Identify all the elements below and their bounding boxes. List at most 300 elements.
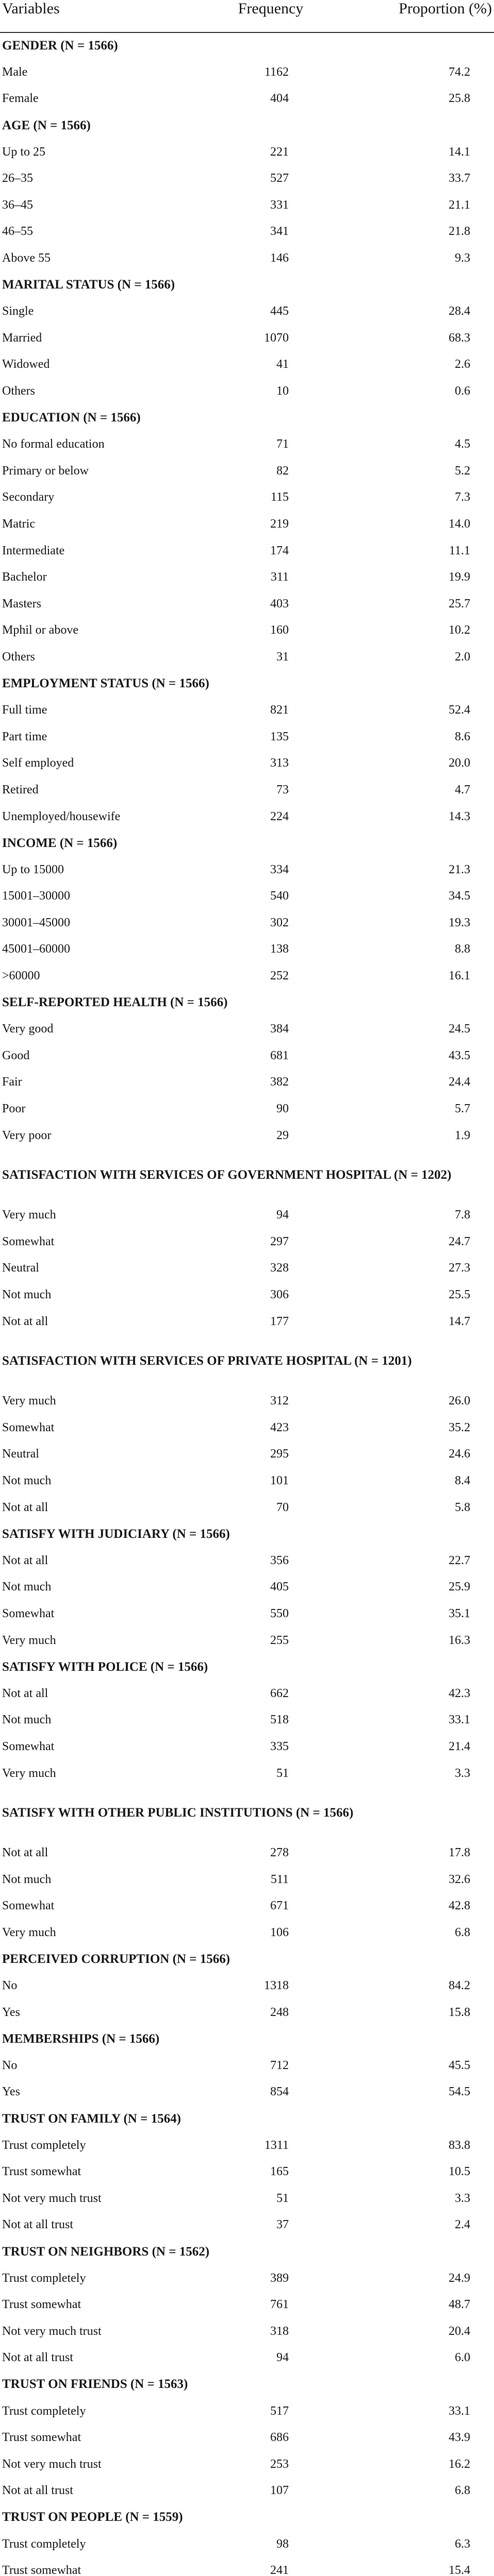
variable-label: Not very much trust [2, 2457, 102, 2471]
variable-label: >60000 [2, 969, 40, 983]
section-header-row [0, 2106, 494, 2132]
variable-label: Trust completely [2, 2404, 86, 2418]
table-row [0, 1415, 494, 1442]
proportion-value: 74.2 [449, 65, 470, 79]
variable-label: Very much [2, 1394, 56, 1408]
proportion-value: 7.8 [455, 1208, 470, 1222]
table-row [0, 218, 494, 245]
table-row [0, 1601, 494, 1628]
table-row [0, 1229, 494, 1256]
frequency-value: 90 [276, 1102, 289, 1116]
proportion-value: 27.3 [449, 1261, 470, 1275]
variable-label: Trust completely [2, 2271, 86, 2285]
proportion-value: 33.1 [449, 2404, 470, 2418]
proportion-value: 35.1 [449, 1606, 470, 1620]
header-row [0, 0, 494, 32]
frequency-value: 511 [270, 1872, 289, 1886]
variable-label: Trust somewhat [2, 2165, 81, 2179]
frequency-value: 334 [270, 862, 289, 876]
table-row [0, 86, 494, 112]
variable-label: Single [2, 304, 34, 318]
table-row [0, 1282, 494, 1309]
header-proportion: Proportion (%) [345, 0, 494, 32]
table-row [0, 1122, 494, 1149]
proportion-value: 32.6 [449, 1872, 470, 1886]
section-title: INCOME (N = 1566) [2, 836, 118, 850]
variable-label: Yes [2, 2005, 20, 2019]
variable-label: Not at all [2, 1846, 48, 1860]
variable-label: Somewhat [2, 1606, 55, 1620]
variable-label: Primary or below [2, 464, 89, 478]
frequency-value: 115 [270, 490, 289, 504]
variable-label: Up to 15000 [2, 862, 64, 876]
table-row [0, 590, 494, 617]
frequency-value: 174 [270, 544, 289, 557]
variable-label: Fair [2, 1075, 22, 1089]
table-row [0, 1069, 494, 1096]
proportion-value: 33.7 [449, 172, 470, 185]
proportion-value: 20.4 [449, 2324, 470, 2338]
table-row [0, 431, 494, 458]
frequency-value: 318 [270, 2324, 289, 2338]
variable-label: Not very much trust [2, 2191, 102, 2205]
table-row [0, 564, 494, 591]
table-row [0, 2132, 494, 2159]
frequency-value: 404 [270, 92, 289, 106]
frequency-value: 135 [270, 730, 289, 743]
table-row [0, 750, 494, 777]
proportion-value: 24.6 [449, 1447, 470, 1461]
frequency-value: 160 [270, 623, 289, 637]
variable-label: Not at all trust [2, 2218, 73, 2232]
frequency-value: 854 [270, 2085, 289, 2099]
frequency-value: 41 [276, 358, 289, 371]
frequency-value: 312 [270, 1394, 289, 1408]
table-row [0, 1441, 494, 1468]
proportion-value: 24.4 [449, 1075, 470, 1089]
table-row [0, 1920, 494, 1946]
frequency-value: 328 [270, 1261, 289, 1275]
table-row [0, 1574, 494, 1601]
table-row [0, 936, 494, 963]
variable-label: No formal education [2, 437, 105, 451]
variable-label: 46–55 [2, 225, 33, 239]
variable-label: Part time [2, 730, 47, 743]
table-row [0, 192, 494, 219]
frequency-value: 71 [276, 437, 289, 451]
section-header-row [0, 2239, 494, 2265]
frequency-value: 106 [270, 1925, 289, 1939]
table-row [0, 298, 494, 325]
table-row [0, 378, 494, 405]
proportion-value: 22.7 [449, 1553, 470, 1567]
frequency-value: 382 [270, 1075, 289, 1089]
variable-label: Widowed [2, 358, 50, 371]
proportion-value: 52.4 [449, 703, 470, 717]
variable-label: Others [2, 650, 35, 664]
frequency-value: 335 [270, 1739, 289, 1753]
frequency-value: 518 [270, 1713, 289, 1727]
table-row [0, 2159, 494, 2185]
table-header [0, 0, 494, 32]
variable-label: Secondary [2, 490, 55, 504]
variable-label: Very good [2, 1022, 54, 1036]
proportion-value: 21.3 [449, 862, 470, 876]
proportion-value: 16.1 [449, 969, 470, 983]
section-title: GENDER (N = 1566) [2, 39, 118, 53]
frequency-value: 37 [276, 2218, 289, 2232]
section-header-row [0, 1946, 494, 1973]
frequency-value: 821 [270, 703, 289, 717]
section-title: SELF-REPORTED HEALTH (N = 1566) [2, 995, 228, 1010]
section-header-row [0, 404, 494, 431]
frequency-value: 405 [270, 1580, 289, 1594]
proportion-value: 26.0 [449, 1394, 470, 1408]
proportion-value: 15.4 [449, 2564, 470, 2576]
frequency-value: 445 [270, 304, 289, 318]
frequency-value: 662 [270, 1686, 289, 1700]
table-row [0, 2318, 494, 2345]
variable-label: 36–45 [2, 198, 33, 212]
proportion-value: 45.5 [449, 2058, 470, 2072]
proportion-value: 35.2 [449, 1420, 470, 1434]
table-row [0, 511, 494, 538]
section-title: SATISFACTION WITH SERVICES OF PRIVATE HOSPITAL (N = 1201) [2, 1354, 412, 1368]
variable-label: Up to 25 [2, 145, 45, 159]
section-title: SATISFY WITH POLICE (N = 1566) [2, 1659, 208, 1674]
proportion-value: 33.1 [449, 1713, 470, 1727]
proportion-value: 19.3 [449, 916, 470, 929]
proportion-value: 10.5 [449, 2165, 470, 2179]
variable-label: Not at all [2, 1500, 48, 1514]
proportion-value: 42.3 [449, 1686, 470, 1700]
proportion-value: 21.1 [449, 198, 470, 212]
section-title: TRUST ON NEIGHBORS (N = 1562) [2, 2244, 210, 2259]
section-title: EMPLOYMENT STATUS (N = 1566) [2, 676, 209, 691]
frequency-value: 550 [270, 1606, 289, 1620]
table-row [0, 2398, 494, 2425]
frequency-value: 70 [276, 1500, 289, 1514]
section-header-row [0, 989, 494, 1016]
variable-label: Somewhat [2, 1420, 55, 1434]
variable-label: Trust somewhat [2, 2431, 81, 2445]
variable-label: Neutral [2, 1447, 39, 1461]
variable-label: Very much [2, 1208, 56, 1222]
frequency-value: 138 [270, 942, 289, 956]
proportion-value: 15.8 [449, 2005, 470, 2019]
section-title: TRUST ON PEOPLE (N = 1559) [2, 2510, 183, 2524]
variable-label: No [2, 1979, 18, 1993]
section-header-row [0, 670, 494, 697]
variable-label: Married [2, 331, 42, 345]
variable-label: Neutral [2, 1261, 39, 1275]
frequency-value: 98 [276, 2537, 289, 2551]
table-row [0, 1627, 494, 1654]
section-header-row [0, 272, 494, 298]
proportion-value: 25.5 [449, 1288, 470, 1302]
table-row [0, 1760, 494, 1787]
proportion-value: 84.2 [449, 1979, 470, 1993]
variable-label: Female [2, 92, 39, 106]
table-row [0, 856, 494, 883]
proportion-value: 1.9 [455, 1128, 470, 1142]
frequency-value: 219 [270, 517, 289, 531]
frequency-value: 311 [270, 570, 289, 584]
frequency-value: 423 [270, 1420, 289, 1434]
section-title: SATISFY WITH JUDICIARY (N = 1566) [2, 1527, 230, 1541]
frequency-value: 331 [270, 198, 289, 212]
table-row [0, 1973, 494, 1999]
proportion-value: 19.9 [449, 570, 470, 584]
table-row [0, 697, 494, 724]
table-row [0, 2079, 494, 2106]
variable-label: Not much [2, 1713, 52, 1727]
proportion-value: 8.8 [455, 942, 470, 956]
table-row [0, 1043, 494, 1070]
proportion-value: 5.2 [455, 464, 470, 478]
variable-label: Not at all trust [2, 2351, 73, 2365]
frequency-value: 1070 [264, 331, 289, 345]
table-row [0, 2265, 494, 2292]
proportion-value: 7.3 [455, 490, 470, 504]
table-row [0, 963, 494, 990]
table-row [0, 484, 494, 511]
frequency-value: 1311 [264, 2138, 289, 2152]
frequency-value: 252 [270, 969, 289, 983]
variable-label: Self employed [2, 756, 74, 770]
variable-label: Full time [2, 703, 47, 717]
proportion-value: 14.7 [449, 1314, 470, 1328]
section-title: SATISFACTION WITH SERVICES OF GOVERNMENT HOSPITAL (N = 1202) [2, 1168, 452, 1182]
frequency-value: 313 [270, 756, 289, 770]
section-header-row [0, 1521, 494, 1548]
variable-label: Not at all [2, 1314, 48, 1328]
frequency-value: 681 [270, 1048, 289, 1062]
table-row [0, 245, 494, 272]
proportion-value: 16.2 [449, 2457, 470, 2471]
frequency-value: 302 [270, 916, 289, 929]
proportion-value: 6.3 [455, 2537, 470, 2551]
proportion-value: 2.0 [455, 650, 470, 664]
proportion-value: 34.5 [449, 889, 470, 903]
section-title: EDUCATION (N = 1566) [2, 411, 141, 425]
section-header-row [0, 2371, 494, 2398]
variable-label: No [2, 2058, 18, 2072]
table-row [0, 351, 494, 378]
variable-label: Matric [2, 517, 35, 531]
proportion-value: 21.8 [449, 225, 470, 239]
table-row [0, 2557, 494, 2576]
table-row [0, 2345, 494, 2371]
proportion-value: 16.3 [449, 1633, 470, 1647]
proportion-value: 8.6 [455, 730, 470, 743]
frequency-value: 146 [270, 251, 289, 265]
proportion-value: 4.7 [455, 783, 470, 796]
variable-label: Mphil or above [2, 623, 78, 637]
table-row [0, 1255, 494, 1282]
proportion-value: 11.1 [449, 544, 470, 557]
table-row [0, 617, 494, 644]
table-row [0, 1893, 494, 1920]
section-header-row [0, 1335, 494, 1388]
proportion-value: 2.4 [455, 2218, 470, 2232]
proportion-value: 43.5 [449, 1048, 470, 1062]
frequency-value: 295 [270, 1447, 289, 1461]
variable-label: Retired [2, 783, 39, 796]
frequency-value: 248 [270, 2005, 289, 2019]
frequency-value: 10 [276, 384, 289, 398]
proportion-value: 54.5 [449, 2085, 470, 2099]
section-title: PERCEIVED CORRUPTION (N = 1566) [2, 1952, 230, 1966]
section-title: TRUST ON FRIENDS (N = 1563) [2, 2377, 188, 2392]
table-row [0, 1388, 494, 1415]
table-row [0, 1096, 494, 1123]
proportion-value: 8.4 [455, 1473, 470, 1487]
table-row [0, 2292, 494, 2318]
proportion-value: 14.3 [449, 809, 470, 823]
table-row [0, 2531, 494, 2557]
variable-label: Masters [2, 597, 41, 611]
proportion-value: 48.7 [449, 2298, 470, 2312]
frequency-value: 51 [276, 1766, 289, 1780]
proportion-value: 25.8 [449, 92, 470, 106]
proportion-value: 4.5 [455, 437, 470, 451]
section-header-row [0, 112, 494, 139]
frequency-value: 671 [270, 1899, 289, 1913]
frequency-value: 224 [270, 809, 289, 823]
proportion-value: 10.2 [449, 623, 470, 637]
table-row [0, 2185, 494, 2212]
table-row [0, 59, 494, 86]
variable-label: Yes [2, 2085, 20, 2099]
proportion-value: 6.8 [455, 2484, 470, 2498]
variable-label: Others [2, 384, 35, 398]
table-row [0, 777, 494, 804]
table-row [0, 2478, 494, 2504]
variable-label: Somewhat [2, 1899, 55, 1913]
proportion-value: 25.9 [449, 1580, 470, 1594]
frequency-value: 761 [270, 2298, 289, 2312]
frequency-value: 297 [270, 1234, 289, 1248]
table-row [0, 537, 494, 564]
section-header-row [0, 1149, 494, 1202]
table-row [0, 1840, 494, 1867]
proportion-value: 42.8 [449, 1899, 470, 1913]
section-header-row [0, 1787, 494, 1840]
variable-label: Not very much trust [2, 2324, 102, 2338]
table-row [0, 910, 494, 937]
frequency-value: 306 [270, 1288, 289, 1302]
frequency-value: 165 [270, 2165, 289, 2179]
header-frequency: Frequency [196, 0, 345, 32]
frequency-value: 1318 [264, 1979, 289, 1993]
table-row [0, 458, 494, 485]
section-header-row [0, 2026, 494, 2053]
variable-label: 30001–45000 [2, 916, 70, 929]
frequency-value: 253 [270, 2457, 289, 2471]
proportion-value: 21.4 [449, 1739, 470, 1753]
frequency-value: 389 [270, 2271, 289, 2285]
frequency-value: 107 [270, 2484, 289, 2498]
table-row [0, 1468, 494, 1495]
section-title: SATISFY WITH OTHER PUBLIC INSTITUTIONS (N = 1566) [2, 1806, 354, 1820]
proportion-value: 14.0 [449, 517, 470, 531]
table-row [0, 723, 494, 750]
header-variables: Variables [0, 0, 196, 32]
table-row [0, 1547, 494, 1574]
table-row [0, 2425, 494, 2451]
proportion-value: 20.0 [449, 756, 470, 770]
variable-label: Not much [2, 1288, 52, 1302]
variable-label: Not at all [2, 1686, 48, 1700]
proportion-value: 17.8 [449, 1846, 470, 1860]
frequency-value: 1162 [264, 65, 289, 79]
frequency-value: 221 [270, 145, 289, 159]
frequency-value: 94 [276, 1208, 289, 1222]
frequency-value: 712 [270, 2058, 289, 2072]
frequency-value: 73 [276, 783, 289, 796]
variable-label: Not much [2, 1580, 52, 1594]
variable-label: Somewhat [2, 1739, 55, 1753]
variable-label: Trust completely [2, 2138, 86, 2152]
table-row [0, 1308, 494, 1335]
frequency-value: 517 [270, 2404, 289, 2418]
frequency-value: 403 [270, 597, 289, 611]
table-row [0, 644, 494, 671]
proportion-value: 28.4 [449, 304, 470, 318]
variable-label: Good [2, 1048, 30, 1062]
section-header-row [0, 32, 494, 59]
variable-label: Poor [2, 1102, 26, 1116]
section-header-row [0, 1654, 494, 1681]
proportion-value: 9.3 [455, 251, 470, 265]
table-row [0, 1734, 494, 1760]
frequency-value: 341 [270, 225, 289, 239]
table-row [0, 139, 494, 165]
section-title: TRUST ON FAMILY (N = 1564) [2, 2111, 181, 2126]
frequency-value: 177 [270, 1314, 289, 1328]
section-title: AGE (N = 1566) [2, 118, 91, 132]
frequency-value: 255 [270, 1633, 289, 1647]
proportion-value: 3.3 [455, 1766, 470, 1780]
table-row [0, 2212, 494, 2239]
variable-label: Not much [2, 1872, 52, 1886]
table-row [0, 803, 494, 830]
frequency-value: 31 [276, 650, 289, 664]
proportion-value: 68.3 [449, 331, 470, 345]
proportion-value: 0.6 [455, 384, 470, 398]
table-row [0, 325, 494, 352]
proportion-value: 83.8 [449, 2138, 470, 2152]
frequency-value: 686 [270, 2431, 289, 2445]
variable-label: Trust completely [2, 2537, 86, 2551]
table-row [0, 1202, 494, 1229]
section-header-row [0, 2504, 494, 2531]
variable-label: Not much [2, 1473, 52, 1487]
variable-label: Somewhat [2, 1234, 55, 1248]
table-row [0, 883, 494, 910]
variable-label: Very much [2, 1925, 56, 1939]
section-title: MARITAL STATUS (N = 1566) [2, 278, 175, 292]
proportion-value: 5.7 [455, 1102, 470, 1116]
proportion-value: 3.3 [455, 2191, 470, 2205]
table-row [0, 1680, 494, 1707]
frequency-value: 356 [270, 1553, 289, 1567]
variable-label: Unemployed/housewife [2, 809, 121, 823]
variable-label: Not at all trust [2, 2484, 73, 2498]
proportion-value: 25.7 [449, 597, 470, 611]
proportion-value: 24.9 [449, 2271, 470, 2285]
